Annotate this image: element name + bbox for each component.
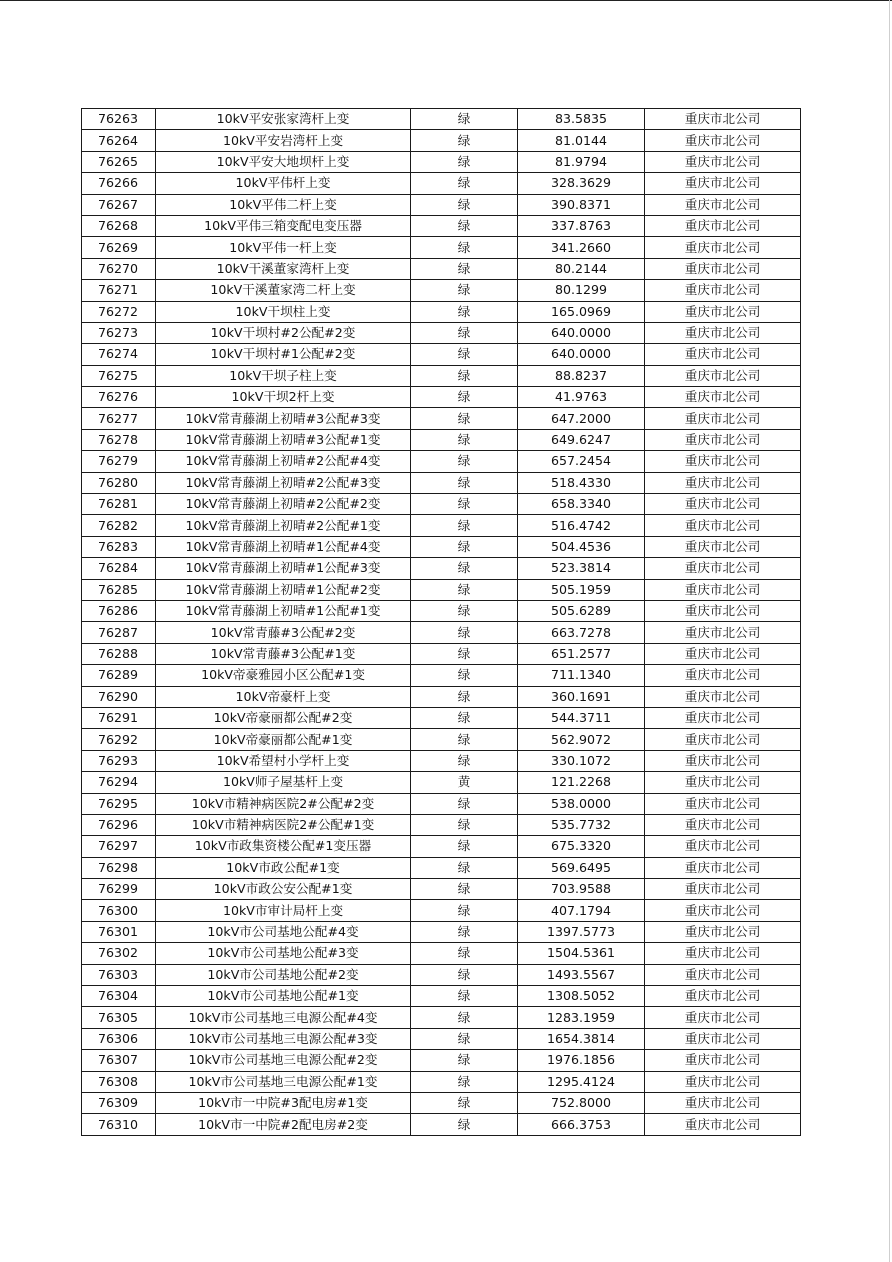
table-row <box>82 387 801 408</box>
row-id-cell: 76307 <box>82 1050 156 1071</box>
status-cell: 绿 <box>411 1071 518 1092</box>
status-cell: 绿 <box>411 408 518 429</box>
value-cell: 523.3814 <box>518 558 645 579</box>
table-row <box>82 1050 801 1071</box>
table-row <box>82 1092 801 1113</box>
value-cell: 1976.1856 <box>518 1050 645 1071</box>
row-id-cell: 76294 <box>82 772 156 793</box>
table-row <box>82 836 801 857</box>
company-cell: 重庆市北公司 <box>645 1007 801 1028</box>
row-id-cell: 76301 <box>82 921 156 942</box>
value-cell: 360.1691 <box>518 686 645 707</box>
status-cell: 绿 <box>411 215 518 236</box>
station-name-cell: 10kV常青藤湖上初晴#2公配#4变 <box>156 451 411 472</box>
status-cell: 绿 <box>411 365 518 386</box>
value-cell: 505.1959 <box>518 579 645 600</box>
row-id-cell: 76309 <box>82 1092 156 1113</box>
status-cell: 绿 <box>411 515 518 536</box>
status-cell: 绿 <box>411 707 518 728</box>
status-cell: 绿 <box>411 622 518 643</box>
row-id-cell: 76295 <box>82 793 156 814</box>
company-cell: 重庆市北公司 <box>645 151 801 172</box>
value-cell: 505.6289 <box>518 600 645 621</box>
status-cell: 绿 <box>411 322 518 343</box>
value-cell: 81.9794 <box>518 151 645 172</box>
station-name-cell: 10kV平安岩湾杆上变 <box>156 130 411 151</box>
station-name-cell: 10kV市公司基地三电源公配#4变 <box>156 1007 411 1028</box>
table-row <box>82 301 801 322</box>
row-id-cell: 76266 <box>82 173 156 194</box>
status-cell: 绿 <box>411 879 518 900</box>
company-cell: 重庆市北公司 <box>645 536 801 557</box>
row-id-cell: 76271 <box>82 280 156 301</box>
table-row <box>82 365 801 386</box>
company-cell: 重庆市北公司 <box>645 515 801 536</box>
status-cell: 绿 <box>411 451 518 472</box>
value-cell: 328.3629 <box>518 173 645 194</box>
table-row <box>82 280 801 301</box>
company-cell: 重庆市北公司 <box>645 365 801 386</box>
station-name-cell: 10kV市精神病医院2#公配#1变 <box>156 814 411 835</box>
row-id-cell: 76287 <box>82 622 156 643</box>
row-id-cell: 76284 <box>82 558 156 579</box>
station-name-cell: 10kV干坝子柱上变 <box>156 365 411 386</box>
table-row <box>82 707 801 728</box>
table-row <box>82 772 801 793</box>
company-cell: 重庆市北公司 <box>645 836 801 857</box>
station-name-cell: 10kV常青藤湖上初晴#2公配#3变 <box>156 472 411 493</box>
value-cell: 518.4330 <box>518 472 645 493</box>
row-id-cell: 76310 <box>82 1114 156 1135</box>
table-row <box>82 194 801 215</box>
station-name-cell: 10kV常青藤湖上初晴#1公配#2变 <box>156 579 411 600</box>
status-cell: 绿 <box>411 921 518 942</box>
row-id-cell: 76273 <box>82 322 156 343</box>
station-name-cell: 10kV市公司基地三电源公配#3变 <box>156 1028 411 1049</box>
company-cell: 重庆市北公司 <box>645 579 801 600</box>
table-row <box>82 151 801 172</box>
value-cell: 1493.5567 <box>518 964 645 985</box>
value-cell: 562.9072 <box>518 729 645 750</box>
row-id-cell: 76269 <box>82 237 156 258</box>
row-id-cell: 76268 <box>82 215 156 236</box>
status-cell: 绿 <box>411 173 518 194</box>
value-cell: 1295.4124 <box>518 1071 645 1092</box>
row-id-cell: 76280 <box>82 472 156 493</box>
value-cell: 657.2454 <box>518 451 645 472</box>
table-row <box>82 793 801 814</box>
station-name-cell: 10kV帝豪杆上变 <box>156 686 411 707</box>
company-cell: 重庆市北公司 <box>645 301 801 322</box>
row-id-cell: 76278 <box>82 429 156 450</box>
station-name-cell: 10kV市公司基地三电源公配#1变 <box>156 1071 411 1092</box>
status-cell: 绿 <box>411 1050 518 1071</box>
value-cell: 1654.3814 <box>518 1028 645 1049</box>
value-cell: 88.8237 <box>518 365 645 386</box>
company-cell: 重庆市北公司 <box>645 130 801 151</box>
value-cell: 538.0000 <box>518 793 645 814</box>
status-cell: 绿 <box>411 857 518 878</box>
value-cell: 41.9763 <box>518 387 645 408</box>
station-name-cell: 10kV干坝村#2公配#2变 <box>156 322 411 343</box>
value-cell: 81.0144 <box>518 130 645 151</box>
table-row <box>82 643 801 664</box>
row-id-cell: 76286 <box>82 600 156 621</box>
row-id-cell: 76299 <box>82 879 156 900</box>
value-cell: 504.4536 <box>518 536 645 557</box>
station-name-cell: 10kV帝豪丽都公配#1变 <box>156 729 411 750</box>
status-cell: 绿 <box>411 1092 518 1113</box>
company-cell: 重庆市北公司 <box>645 921 801 942</box>
row-id-cell: 76267 <box>82 194 156 215</box>
table-row <box>82 579 801 600</box>
table-row <box>82 964 801 985</box>
station-name-cell: 10kV市审计局杆上变 <box>156 900 411 921</box>
company-cell: 重庆市北公司 <box>645 600 801 621</box>
table-row <box>82 429 801 450</box>
status-cell: 黄 <box>411 772 518 793</box>
value-cell: 1283.1959 <box>518 1007 645 1028</box>
station-name-cell: 10kV常青藤湖上初晴#3公配#1变 <box>156 429 411 450</box>
station-name-cell: 10kV市政公配#1变 <box>156 857 411 878</box>
value-cell: 651.2577 <box>518 643 645 664</box>
table-row <box>82 686 801 707</box>
company-cell: 重庆市北公司 <box>645 258 801 279</box>
row-id-cell: 76291 <box>82 707 156 728</box>
status-cell: 绿 <box>411 429 518 450</box>
station-name-cell: 10kV常青藤湖上初晴#3公配#3变 <box>156 408 411 429</box>
company-cell: 重庆市北公司 <box>645 943 801 964</box>
value-cell: 640.0000 <box>518 344 645 365</box>
station-name-cell: 10kV平伟杆上变 <box>156 173 411 194</box>
table-row <box>82 1028 801 1049</box>
status-cell: 绿 <box>411 1007 518 1028</box>
value-cell: 165.0969 <box>518 301 645 322</box>
value-cell: 711.1340 <box>518 665 645 686</box>
row-id-cell: 76300 <box>82 900 156 921</box>
company-cell: 重庆市北公司 <box>645 429 801 450</box>
status-cell: 绿 <box>411 836 518 857</box>
company-cell: 重庆市北公司 <box>645 1114 801 1135</box>
row-id-cell: 76281 <box>82 494 156 515</box>
status-cell: 绿 <box>411 194 518 215</box>
value-cell: 516.4742 <box>518 515 645 536</box>
page-top-border <box>0 0 892 1</box>
status-cell: 绿 <box>411 130 518 151</box>
value-cell: 80.1299 <box>518 280 645 301</box>
value-cell: 1397.5773 <box>518 921 645 942</box>
table-row <box>82 857 801 878</box>
row-id-cell: 76279 <box>82 451 156 472</box>
station-name-cell: 10kV平安大地坝杆上变 <box>156 151 411 172</box>
row-id-cell: 76285 <box>82 579 156 600</box>
station-name-cell: 10kV市精神病医院2#公配#2变 <box>156 793 411 814</box>
table-row <box>82 472 801 493</box>
value-cell: 752.8000 <box>518 1092 645 1113</box>
station-name-cell: 10kV常青藤湖上初晴#1公配#1变 <box>156 600 411 621</box>
status-cell: 绿 <box>411 1114 518 1135</box>
table-row <box>82 408 801 429</box>
company-cell: 重庆市北公司 <box>645 344 801 365</box>
company-cell: 重庆市北公司 <box>645 194 801 215</box>
status-cell: 绿 <box>411 665 518 686</box>
station-name-cell: 10kV常青藤湖上初晴#1公配#3变 <box>156 558 411 579</box>
row-id-cell: 76296 <box>82 814 156 835</box>
value-cell: 647.2000 <box>518 408 645 429</box>
company-cell: 重庆市北公司 <box>645 494 801 515</box>
status-cell: 绿 <box>411 814 518 835</box>
row-id-cell: 76289 <box>82 665 156 686</box>
status-cell: 绿 <box>411 472 518 493</box>
table-row <box>82 986 801 1007</box>
row-id-cell: 76292 <box>82 729 156 750</box>
value-cell: 666.3753 <box>518 1114 645 1135</box>
table-row <box>82 1071 801 1092</box>
row-id-cell: 76298 <box>82 857 156 878</box>
company-cell: 重庆市北公司 <box>645 1071 801 1092</box>
company-cell: 重庆市北公司 <box>645 622 801 643</box>
value-cell: 663.7278 <box>518 622 645 643</box>
status-cell: 绿 <box>411 729 518 750</box>
company-cell: 重庆市北公司 <box>645 1092 801 1113</box>
table-row <box>82 814 801 835</box>
table-row <box>82 600 801 621</box>
value-cell: 544.3711 <box>518 707 645 728</box>
station-name-cell: 10kV常青藤湖上初晴#1公配#4变 <box>156 536 411 557</box>
company-cell: 重庆市北公司 <box>645 707 801 728</box>
status-cell: 绿 <box>411 344 518 365</box>
company-cell: 重庆市北公司 <box>645 1028 801 1049</box>
row-id-cell: 76272 <box>82 301 156 322</box>
company-cell: 重庆市北公司 <box>645 900 801 921</box>
table-row <box>82 1114 801 1135</box>
station-name-cell: 10kV师子屋基杆上变 <box>156 772 411 793</box>
company-cell: 重庆市北公司 <box>645 387 801 408</box>
row-id-cell: 76274 <box>82 344 156 365</box>
row-id-cell: 76264 <box>82 130 156 151</box>
table-row <box>82 1007 801 1028</box>
station-name-cell: 10kV干溪董家湾杆上变 <box>156 258 411 279</box>
station-name-cell: 10kV干坝柱上变 <box>156 301 411 322</box>
row-id-cell: 76306 <box>82 1028 156 1049</box>
table-row <box>82 173 801 194</box>
station-name-cell: 10kV市公司基地公配#1变 <box>156 986 411 1007</box>
table-row <box>82 322 801 343</box>
data-table <box>81 108 801 1136</box>
company-cell: 重庆市北公司 <box>645 215 801 236</box>
company-cell: 重庆市北公司 <box>645 237 801 258</box>
company-cell: 重庆市北公司 <box>645 857 801 878</box>
table-row <box>82 665 801 686</box>
row-id-cell: 76297 <box>82 836 156 857</box>
company-cell: 重庆市北公司 <box>645 109 801 130</box>
value-cell: 407.1794 <box>518 900 645 921</box>
station-name-cell: 10kV市公司基地公配#2变 <box>156 964 411 985</box>
table-row <box>82 900 801 921</box>
table-row <box>82 558 801 579</box>
company-cell: 重庆市北公司 <box>645 408 801 429</box>
station-name-cell: 10kV市一中院#2配电房#2变 <box>156 1114 411 1135</box>
station-name-cell: 10kV市政集资楼公配#1变压器 <box>156 836 411 857</box>
table-row <box>82 215 801 236</box>
status-cell: 绿 <box>411 237 518 258</box>
status-cell: 绿 <box>411 301 518 322</box>
value-cell: 675.3320 <box>518 836 645 857</box>
value-cell: 1308.5052 <box>518 986 645 1007</box>
station-name-cell: 10kV常青藤湖上初晴#2公配#2变 <box>156 494 411 515</box>
company-cell: 重庆市北公司 <box>645 173 801 194</box>
status-cell: 绿 <box>411 793 518 814</box>
value-cell: 83.5835 <box>518 109 645 130</box>
table-row <box>82 921 801 942</box>
value-cell: 649.6247 <box>518 429 645 450</box>
status-cell: 绿 <box>411 600 518 621</box>
value-cell: 569.6495 <box>518 857 645 878</box>
value-cell: 80.2144 <box>518 258 645 279</box>
status-cell: 绿 <box>411 536 518 557</box>
value-cell: 658.3340 <box>518 494 645 515</box>
company-cell: 重庆市北公司 <box>645 472 801 493</box>
station-name-cell: 10kV常青藤#3公配#2变 <box>156 622 411 643</box>
row-id-cell: 76277 <box>82 408 156 429</box>
table-row <box>82 451 801 472</box>
value-cell: 1504.5361 <box>518 943 645 964</box>
station-name-cell: 10kV平安张家湾杆上变 <box>156 109 411 130</box>
station-name-cell: 10kV常青藤#3公配#1变 <box>156 643 411 664</box>
row-id-cell: 76303 <box>82 964 156 985</box>
station-name-cell: 10kV帝豪丽都公配#2变 <box>156 707 411 728</box>
status-cell: 绿 <box>411 387 518 408</box>
table-row <box>82 515 801 536</box>
status-cell: 绿 <box>411 1028 518 1049</box>
row-id-cell: 76282 <box>82 515 156 536</box>
table-row <box>82 344 801 365</box>
company-cell: 重庆市北公司 <box>645 280 801 301</box>
status-cell: 绿 <box>411 750 518 771</box>
station-name-cell: 10kV干坝村#1公配#2变 <box>156 344 411 365</box>
row-id-cell: 76308 <box>82 1071 156 1092</box>
company-cell: 重庆市北公司 <box>645 451 801 472</box>
company-cell: 重庆市北公司 <box>645 558 801 579</box>
station-name-cell: 10kV常青藤湖上初晴#2公配#1变 <box>156 515 411 536</box>
table-row <box>82 750 801 771</box>
page-right-edge <box>889 0 890 1262</box>
company-cell: 重庆市北公司 <box>645 986 801 1007</box>
company-cell: 重庆市北公司 <box>645 772 801 793</box>
station-name-cell: 10kV市公司基地三电源公配#2变 <box>156 1050 411 1071</box>
status-cell: 绿 <box>411 109 518 130</box>
company-cell: 重庆市北公司 <box>645 750 801 771</box>
row-id-cell: 76302 <box>82 943 156 964</box>
status-cell: 绿 <box>411 151 518 172</box>
status-cell: 绿 <box>411 964 518 985</box>
station-name-cell: 10kV平伟三箱变配电变压器 <box>156 215 411 236</box>
company-cell: 重庆市北公司 <box>645 964 801 985</box>
row-id-cell: 76283 <box>82 536 156 557</box>
row-id-cell: 76265 <box>82 151 156 172</box>
company-cell: 重庆市北公司 <box>645 322 801 343</box>
station-name-cell: 10kV干坝2杆上变 <box>156 387 411 408</box>
table-row <box>82 729 801 750</box>
table-row <box>82 494 801 515</box>
row-id-cell: 76276 <box>82 387 156 408</box>
table-row <box>82 536 801 557</box>
value-cell: 703.9588 <box>518 879 645 900</box>
status-cell: 绿 <box>411 686 518 707</box>
table-row <box>82 622 801 643</box>
table-row <box>82 943 801 964</box>
status-cell: 绿 <box>411 943 518 964</box>
table-row <box>82 258 801 279</box>
value-cell: 390.8371 <box>518 194 645 215</box>
status-cell: 绿 <box>411 579 518 600</box>
station-name-cell: 10kV帝豪雅园小区公配#1变 <box>156 665 411 686</box>
value-cell: 535.7732 <box>518 814 645 835</box>
row-id-cell: 76270 <box>82 258 156 279</box>
station-name-cell: 10kV平伟一杆上变 <box>156 237 411 258</box>
value-cell: 121.2268 <box>518 772 645 793</box>
company-cell: 重庆市北公司 <box>645 729 801 750</box>
company-cell: 重庆市北公司 <box>645 1050 801 1071</box>
row-id-cell: 76290 <box>82 686 156 707</box>
company-cell: 重庆市北公司 <box>645 686 801 707</box>
station-name-cell: 10kV平伟二杆上变 <box>156 194 411 215</box>
station-name-cell: 10kV市公司基地公配#4变 <box>156 921 411 942</box>
row-id-cell: 76304 <box>82 986 156 1007</box>
value-cell: 330.1072 <box>518 750 645 771</box>
table-row <box>82 109 801 130</box>
row-id-cell: 76293 <box>82 750 156 771</box>
company-cell: 重庆市北公司 <box>645 665 801 686</box>
table-row <box>82 237 801 258</box>
station-name-cell: 10kV市政公安公配#1变 <box>156 879 411 900</box>
value-cell: 341.2660 <box>518 237 645 258</box>
status-cell: 绿 <box>411 900 518 921</box>
station-name-cell: 10kV希望村小学杆上变 <box>156 750 411 771</box>
station-name-cell: 10kV市公司基地公配#3变 <box>156 943 411 964</box>
value-cell: 337.8763 <box>518 215 645 236</box>
status-cell: 绿 <box>411 494 518 515</box>
company-cell: 重庆市北公司 <box>645 879 801 900</box>
station-name-cell: 10kV干溪董家湾二杆上变 <box>156 280 411 301</box>
table-row <box>82 879 801 900</box>
status-cell: 绿 <box>411 558 518 579</box>
row-id-cell: 76263 <box>82 109 156 130</box>
row-id-cell: 76275 <box>82 365 156 386</box>
row-id-cell: 76305 <box>82 1007 156 1028</box>
company-cell: 重庆市北公司 <box>645 793 801 814</box>
row-id-cell: 76288 <box>82 643 156 664</box>
value-cell: 640.0000 <box>518 322 645 343</box>
table-row <box>82 130 801 151</box>
status-cell: 绿 <box>411 258 518 279</box>
table-body <box>82 109 801 1136</box>
company-cell: 重庆市北公司 <box>645 643 801 664</box>
station-name-cell: 10kV市一中院#3配电房#1变 <box>156 1092 411 1113</box>
company-cell: 重庆市北公司 <box>645 814 801 835</box>
status-cell: 绿 <box>411 280 518 301</box>
status-cell: 绿 <box>411 643 518 664</box>
status-cell: 绿 <box>411 986 518 1007</box>
